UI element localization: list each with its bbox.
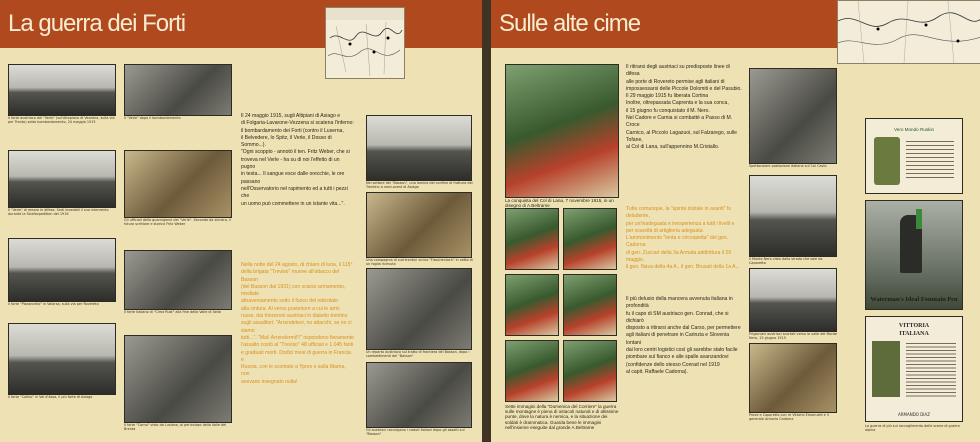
poster-vittoria-text-lines (906, 343, 956, 397)
illustration-6 (563, 340, 617, 402)
poster-vittoria-line2: ITALIANA (899, 331, 929, 337)
caption-austrian-unit: Un reparto austriaco sul tratto di frontiera del Basson, dopo i combattimenti del "Basson" (366, 350, 470, 358)
photo-austrian-unit (366, 268, 472, 350)
illustration-1 (505, 208, 559, 270)
photo-monte-nero (749, 175, 837, 257)
photo-forte-corno (124, 335, 232, 423)
caption-forte-colhio: Il forte "Colhio" in Val d'Assa, il più forte di Asiago (8, 395, 93, 399)
poster-ruskin (865, 118, 963, 194)
left-panel (0, 0, 482, 442)
caption-prisoners: Prigionieri austriaci scortati verso la valle del Monte Nero, 15 giugno 1915 (749, 332, 838, 340)
caption-cima-rust: Il forte italiano di "Cima Rust" alla fine della Valle di Sella (124, 310, 221, 314)
left-map (325, 7, 405, 79)
poster-waterman-flag (916, 209, 922, 229)
left-text-basson (241, 262, 355, 386)
poster-vittoria-line1: VITTORIA (898, 323, 930, 329)
caption-forte-corno: Il forte "Corno" visto da Lusiana, al pericoloso della Valle del Brenta (124, 423, 227, 431)
poster-ruskin-soldier (874, 137, 900, 185)
panel-gutter (482, 0, 491, 442)
poster-vittoria (865, 316, 963, 422)
photo-cima-rust (124, 250, 232, 310)
photo-prisoners (749, 268, 837, 332)
photo-verle-after (124, 64, 232, 116)
caption-trentini-company: Una compagnia di sud trentini vicino "Flaschenloch" in vetta di un foglia ricevuto (366, 258, 473, 266)
photo-col-cavio (749, 68, 837, 164)
illustration-5 (505, 340, 559, 402)
caption-monte-nero: Il Monte Nero visto dalla strada che sale da Caporetto (749, 257, 823, 265)
photo-verle-bombardment (8, 64, 116, 116)
caption-col-cavio: Spettacolare postazione italiana sul Col Cavio (749, 164, 827, 168)
right-text-spinta-body: Tutte comunque, la "spinta iniziale in avanti" fu deludente, per un'inadeguata e inesperienza a tutti i livelli e per scarsità di artiglieria adeguata. L'ammonimento "lenta e circospetta" del gen. Cadorna di gen. Zuccari della 3a Armata addirittura il 29 maggio, il gen. Nava della 4a A., il gen. Brusati della 1a A.,. (626, 206, 740, 271)
illustration-col-di-lana (505, 64, 619, 198)
poster-waterman (865, 200, 963, 310)
left-text-intro (241, 113, 355, 208)
left-text-intro-body: Il 24 maggio 1915, sugli Altipiani di Asiago e di Folgaria-Lavarone-Vezzena si scatena l'inferno: il bombardamento dei Forti (contro il Luserna, il Belvedere, lo Spitz, il Verle, il Dosso di Sommo...). "Ogni scoppio - annotò il ten. Fritz Weber, che si troveva nel Verle - ha su di noi l'effetto di un pugno in testa... Il sangue esce dalle orecchie, le ore passano nell'Osservatorio nel rapimento ed a tutti i pezzi che un uomo può commettere in un istante vita...". (241, 113, 354, 207)
photo-trentini-company (366, 192, 472, 258)
caption-verle-defense: Il "Verle" di mezzo in difesa. Sedi invasibili il suo intervento durante la Strafexpedition del 1916 (8, 208, 109, 216)
right-text-conrad-body: Il più delusio della manovra avvenuta italiana in profondità fu il capo di SM austriaco gen. Conrad, che si dichiarò disposto a ritirarsi anche dal Carso, per permettere agli italiani di penetrare in Carinzia e Slovenia lontani dai loro centri logistici così gli sarebbe stato facile piombare sul fianco e alle spalle avanzandovi (confidenze dello stesso Conrad nel 1919 al capit. Raffaele Cadorna). (626, 296, 741, 375)
caption-basson-sector: Nel settore del "Basson", una lamina del confine di frattura del Trentino a nord-ovest di Asiago (366, 181, 473, 189)
left-title: La guerra dei Forti (8, 10, 186, 37)
left-text-basson-body: Nella notte del 24 agosto, di chiaro di luna, il 115° della brigata "Treviso" muove all'attacco del Basson (del Basson dal 1931) con scarso armamento, mediate attraversamento sotto il fuoco del reticolato alla cintura. Al verso posteriore a cui le armi russe, dai trinceroni austriaci in dialetto trentino sugli assalitori: "Arrendetevi, no attacchi, se no ci siamo tutti...". "Mai! Arrendermi!!!" rispondono fieramente l'assalto costò al "Treviso" 48 ufficiali e 1.045 fanti e graduati morti. Dodici mesi di guerra in Francia e Russia, con le scontate a Ypres e sulla Marna, non avevano insegnato nulla! (241, 262, 355, 385)
right-text-intro-body: Il ritirarsi degli austriaci su predisposte linee di difesa alle porte di Rovereto permise agli italiani di impossessarsi delle Piccole Dolomiti e del Pasubio. Il 29 maggio 1915 fu liberata Cortina Inoltre, oltrepassata Caprenta e la sua conca, il 15 giugno fu conquistato il M. Nero. Nel Cadore e Carnia si combatté a Passo di M. Croce Carnico, al Piccolo Lagazuoi, sul Falzarego, sulle Tofane, al Col di Lana, sull'appennino M.Cristallo. (626, 64, 742, 151)
caption-domenica: Sette immagini della "Domenica del Corriere" la guerra sulle montagne è piena di ostacoli naturali e di altissime punte, dove la natura è nemica, e la situazione dei soldati è drammatica. Guarda bene le immagini nell'insieme eseguite dal grande A.Beltrame (505, 404, 619, 430)
photo-caporetto-king (749, 343, 837, 413)
photo-forte-colhio (8, 323, 116, 395)
illustration-2 (563, 208, 617, 270)
photo-basson-sector (366, 115, 472, 181)
photo-verle-defense (8, 150, 116, 208)
right-text-conrad (626, 296, 744, 376)
right-title: Sulle alte cime (499, 10, 641, 37)
caption-verle-officers: Gli ufficiali della guarnigione del "Verle". Secondo da sinistra, il futuro scrittore e storico Fritz Weber (124, 218, 231, 226)
right-panel (491, 0, 980, 442)
photo-austrians-collect-fallen (366, 362, 472, 428)
caption-verle-bombardment: Il forte austriaco del "Verle" (sul'Altopiano di Vezzena, sulla via per Trento) sotto bombardamento, 24 maggio 1915 (8, 116, 115, 124)
photo-verle-officers (124, 150, 232, 218)
poster-ruskin-title: Vero Mondo Ruskin (893, 127, 935, 132)
poster-waterman-title: Waterman's Ideal Fountain Pen (870, 296, 958, 303)
right-text-intro (626, 64, 744, 152)
caption-caporetto-king: Prove a Caporetto con re Vittorio Emanuele e il generale Antonio Cadorna (749, 413, 829, 421)
caption-austrians-collect-fallen: Gli austriaci raccolgono i caduti italiani dopo gli assalti sul "Basson" (366, 428, 465, 436)
right-map (837, 0, 980, 64)
left-header (0, 0, 482, 48)
illustration-3 (505, 274, 559, 336)
caption-posters: La guerra di più sul raccoglimento delle scene di guerra alpina (865, 424, 960, 432)
caption-verle-after: Il "Verle" dopo il bombardamento (124, 116, 181, 120)
illustration-4 (563, 274, 617, 336)
poster-ruskin-text-lines (906, 141, 954, 181)
poster-vittoria-signature: ARMANDO DIAZ (898, 412, 930, 417)
caption-col-di-lana: La conquista del Col di Lana, 7 novembre 1915, in un disegno di A.Beltrame (505, 198, 614, 209)
caption-forte-pizzoncello: Il forte "Pizzoncello" in Valarsa, sulla via per Rovereto (8, 302, 99, 306)
photo-forte-pizzoncello (8, 238, 116, 302)
poster-vittoria-soldier (872, 341, 900, 397)
right-text-spinta (626, 206, 744, 272)
